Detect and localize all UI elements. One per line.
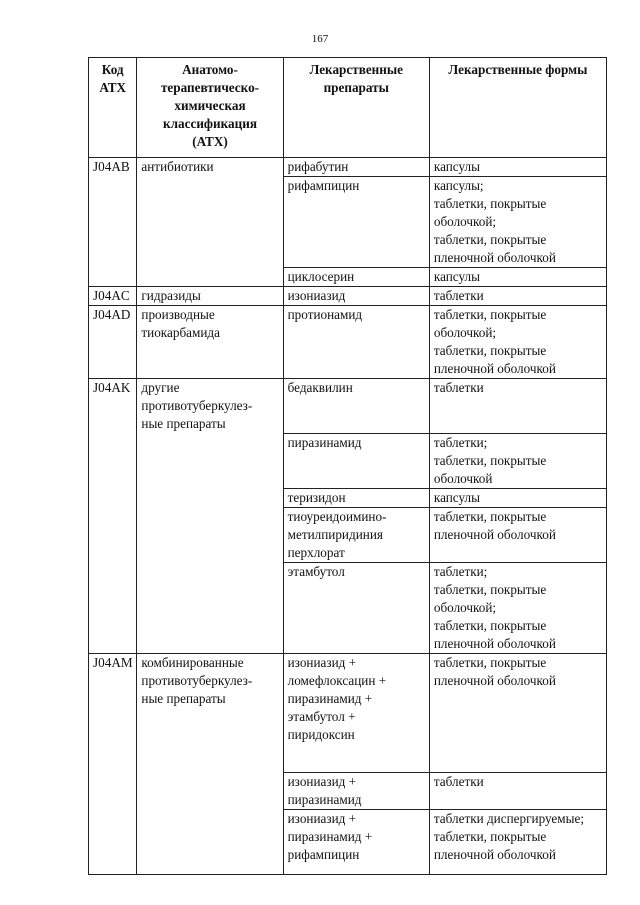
table-row bbox=[89, 654, 607, 773]
drug-name-cell: рифабутин bbox=[283, 158, 429, 177]
header-forms: Лекарственные формы bbox=[429, 58, 606, 158]
header-code: Код АТХ bbox=[89, 58, 137, 158]
table-header-row bbox=[89, 58, 607, 158]
drug-name-cell: тиоуреидоимино- метилпиридиния перхлорат bbox=[283, 508, 429, 563]
drug-name-cell: циклосерин bbox=[283, 268, 429, 287]
dosage-form-cell: таблетки bbox=[429, 773, 606, 810]
atx-code-cell: J04AC bbox=[89, 287, 137, 306]
atx-classification-cell: гидразиды bbox=[137, 287, 283, 306]
dosage-form-cell: таблетки; таблетки, покрытые оболочкой bbox=[429, 434, 606, 489]
dosage-form-cell: капсулы; таблетки, покрытые оболочкой; таблетки, покрытые пленочной оболочкой bbox=[429, 177, 606, 268]
atx-classification-cell: антибиотики bbox=[137, 158, 283, 287]
drug-name-cell: пиразинамид bbox=[283, 434, 429, 489]
table-body bbox=[89, 158, 607, 875]
dosage-form-cell: таблетки, покрытые пленочной оболочкой bbox=[429, 654, 606, 773]
drug-name-cell: изониазид bbox=[283, 287, 429, 306]
dosage-form-cell: таблетки bbox=[429, 379, 606, 434]
drug-name-cell: теризидон bbox=[283, 489, 429, 508]
table-row bbox=[89, 287, 607, 306]
dosage-form-cell: таблетки диспергируемые; таблетки, покрытые пленочной оболочкой bbox=[429, 810, 606, 875]
dosage-form-cell: таблетки, покрытые оболочкой; таблетки, покрытые пленочной оболочкой bbox=[429, 306, 606, 379]
dosage-form-cell: таблетки; таблетки, покрытые оболочкой; таблетки, покрытые пленочной оболочкой bbox=[429, 563, 606, 654]
header-classification: Анатомо- терапевтическо- химическая классификация (АТХ) bbox=[137, 58, 283, 158]
atx-classification-cell: комбинированные противотуберкулез- ные препараты bbox=[137, 654, 283, 875]
atx-classification-cell: производные тиокарбамида bbox=[137, 306, 283, 379]
drug-name-cell: этамбутол bbox=[283, 563, 429, 654]
atx-classification-cell: другие противотуберкулез- ные препараты bbox=[137, 379, 283, 654]
drug-name-cell: бедаквилин bbox=[283, 379, 429, 434]
atx-code-cell: J04AB bbox=[89, 158, 137, 287]
dosage-form-cell: капсулы bbox=[429, 158, 606, 177]
drug-name-cell: протионамид bbox=[283, 306, 429, 379]
table-row bbox=[89, 306, 607, 379]
header-drugs: Лекарственные препараты bbox=[283, 58, 429, 158]
atx-code-cell: J04AK bbox=[89, 379, 137, 654]
drug-name-cell: изониазид + пиразинамид bbox=[283, 773, 429, 810]
dosage-form-cell: таблетки bbox=[429, 287, 606, 306]
drug-name-cell: рифампицин bbox=[283, 177, 429, 268]
drug-name-cell: изониазид + ломефлоксацин + пиразинамид + этамбутол + пиридоксин bbox=[283, 654, 429, 773]
dosage-form-cell: капсулы bbox=[429, 489, 606, 508]
dosage-form-cell: капсулы bbox=[429, 268, 606, 287]
table-row bbox=[89, 158, 607, 177]
atx-code-cell: J04AM bbox=[89, 654, 137, 875]
page-number: 167 bbox=[311, 33, 329, 45]
atx-code-cell: J04AD bbox=[89, 306, 137, 379]
table-row bbox=[89, 379, 607, 434]
dosage-form-cell: таблетки, покрытые пленочной оболочкой bbox=[429, 508, 606, 563]
drug-name-cell: изониазид + пиразинамид + рифампицин bbox=[283, 810, 429, 875]
atx-table bbox=[88, 57, 607, 875]
